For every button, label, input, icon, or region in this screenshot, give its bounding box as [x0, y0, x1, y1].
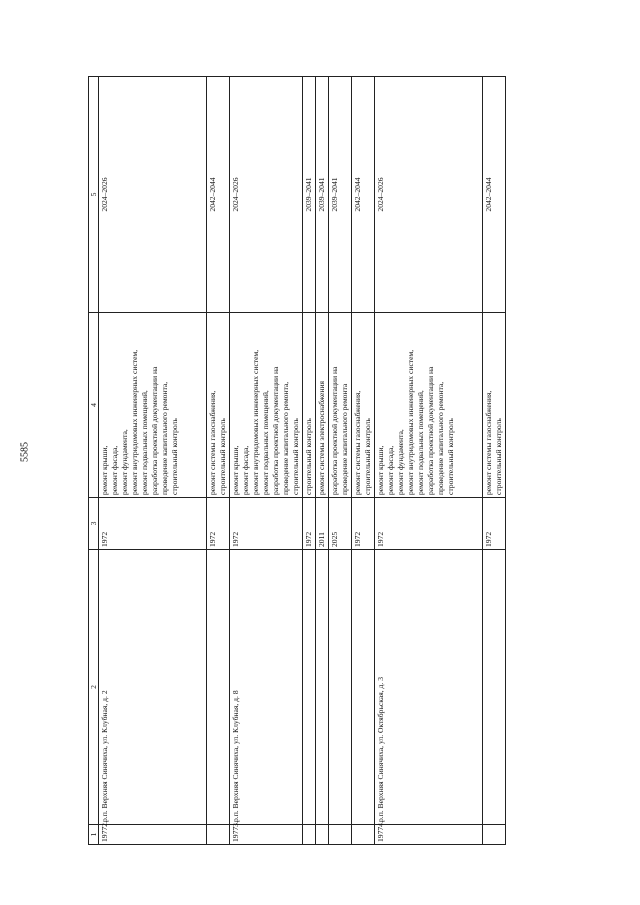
work-item: ремонт фасада, — [110, 445, 119, 495]
work-item: строительный контроль — [494, 418, 503, 495]
header-cell: 4 — [89, 313, 99, 498]
work-item: ремонт системы газоснабжения, — [484, 390, 493, 495]
work-item: ремонт внутридомовых инженерных систем, — [130, 349, 139, 495]
work-item: ремонт внутридомовых инженерных систем, — [251, 349, 260, 495]
row-number-cell — [303, 825, 316, 845]
page-number: 5585 — [19, 442, 31, 462]
year-cell: 1972 — [207, 498, 230, 550]
work-item: ремонт подвальных помещений, — [416, 390, 425, 495]
work-item: ремонт фундамента, — [396, 429, 405, 495]
year-cell: 1972 — [483, 498, 506, 550]
table-row — [329, 77, 352, 845]
work-item: строительный контроль — [363, 418, 372, 495]
work-item: строительный контроль — [170, 418, 179, 495]
works-cell — [303, 313, 316, 498]
work-item: проведение капитального ремонта — [340, 383, 349, 495]
works-cell — [352, 313, 375, 498]
works-cell — [207, 313, 230, 498]
year-cell: 1972 — [352, 498, 375, 550]
year-cell: 1972 — [230, 498, 303, 550]
period-cell: 2042–2044 — [483, 77, 506, 313]
period-cell: 2024–2026 — [99, 77, 207, 313]
address-cell — [316, 550, 329, 825]
table-row — [230, 77, 303, 845]
row-number-cell — [483, 825, 506, 845]
work-item: ремонт подвальных помещений, — [140, 390, 149, 495]
work-item: ремонт фасада, — [241, 445, 250, 495]
work-item: разработка проектной документации на — [150, 366, 159, 495]
work-item: ремонт фундамента, — [120, 429, 129, 495]
table-row — [316, 77, 329, 845]
work-item: проведение капитального ремонта, — [281, 381, 290, 495]
works-cell — [375, 313, 483, 498]
table-row — [375, 77, 483, 845]
row-number-cell — [329, 825, 352, 845]
period-cell: 2039–2041 — [316, 77, 329, 313]
address-cell: р.п. Верхняя Синячиха, ул. Клубная, д. 8 — [230, 550, 303, 825]
work-item: ремонт внутридомовых инженерных систем, — [406, 349, 415, 495]
work-item: ремонт подвальных помещений, — [261, 390, 270, 495]
work-item: разработка проектной документации на — [271, 366, 280, 495]
work-item: ремонт крыши, — [100, 445, 109, 495]
header-cell: 5 — [89, 77, 99, 313]
year-cell: 1972 — [375, 498, 483, 550]
row-number-cell: 19772. — [99, 825, 207, 845]
works-cell — [99, 313, 207, 498]
table-body — [89, 77, 506, 845]
work-item: ремонт крыши, — [231, 445, 240, 495]
work-item: проведение капитального ремонта, — [160, 381, 169, 495]
row-number-cell: 19774. — [375, 825, 483, 845]
work-item: ремонт системы электроснабжения — [317, 380, 326, 495]
work-item: разработка проектной документации на — [330, 366, 339, 495]
row-number-cell — [316, 825, 329, 845]
works-cell — [483, 313, 506, 498]
table-row — [352, 77, 375, 845]
work-item: ремонт крыши, — [376, 445, 385, 495]
year-cell: 1972 — [99, 498, 207, 550]
address-cell: р.п. Верхняя Синячиха, ул. Октябрьская, д. 3 — [375, 550, 483, 825]
address-cell: р.п. Верхняя Синячиха, ул. Клубная, д. 2 — [99, 550, 207, 825]
work-item: проведение капитального ремонта, — [436, 381, 445, 495]
period-cell: 2042–2044 — [207, 77, 230, 313]
address-cell — [329, 550, 352, 825]
table-row — [303, 77, 316, 845]
row-number-cell — [207, 825, 230, 845]
table-row — [207, 77, 230, 845]
works-cell — [329, 313, 352, 498]
address-cell — [483, 550, 506, 825]
work-item: ремонт системы газоснабжения, — [208, 390, 217, 495]
header-cell: 3 — [89, 498, 99, 550]
period-cell: 2024–2026 — [375, 77, 483, 313]
row-number-cell — [352, 825, 375, 845]
work-item: ремонт фасада, — [386, 445, 395, 495]
period-cell: 2042–2044 — [352, 77, 375, 313]
works-cell — [230, 313, 303, 498]
header-row — [89, 77, 99, 845]
work-item: строительный контроль — [446, 418, 455, 495]
table-row — [99, 77, 207, 845]
address-cell — [207, 550, 230, 825]
year-cell: 1972 — [303, 498, 316, 550]
address-cell — [352, 550, 375, 825]
work-item: строительный контроль — [218, 418, 227, 495]
year-cell: 2011 — [316, 498, 329, 550]
work-item: ремонт системы газоснабжения, — [353, 390, 362, 495]
address-cell — [303, 550, 316, 825]
header-cell: 2 — [89, 550, 99, 825]
header-cell: 1 — [89, 825, 99, 845]
work-item: строительный контроль — [304, 418, 313, 495]
works-cell — [316, 313, 329, 498]
period-cell: 2039–2041 — [303, 77, 316, 313]
period-cell: 2039–2041 — [329, 77, 352, 313]
row-number-cell: 19773. — [230, 825, 303, 845]
table-row — [483, 77, 506, 845]
period-cell: 2024–2026 — [230, 77, 303, 313]
year-cell: 2025 — [329, 498, 352, 550]
capital-repair-table — [88, 76, 506, 845]
work-item: строительный контроль — [291, 418, 300, 495]
rotated-table-area — [88, 77, 506, 845]
work-item: разработка проектной документации на — [426, 366, 435, 495]
